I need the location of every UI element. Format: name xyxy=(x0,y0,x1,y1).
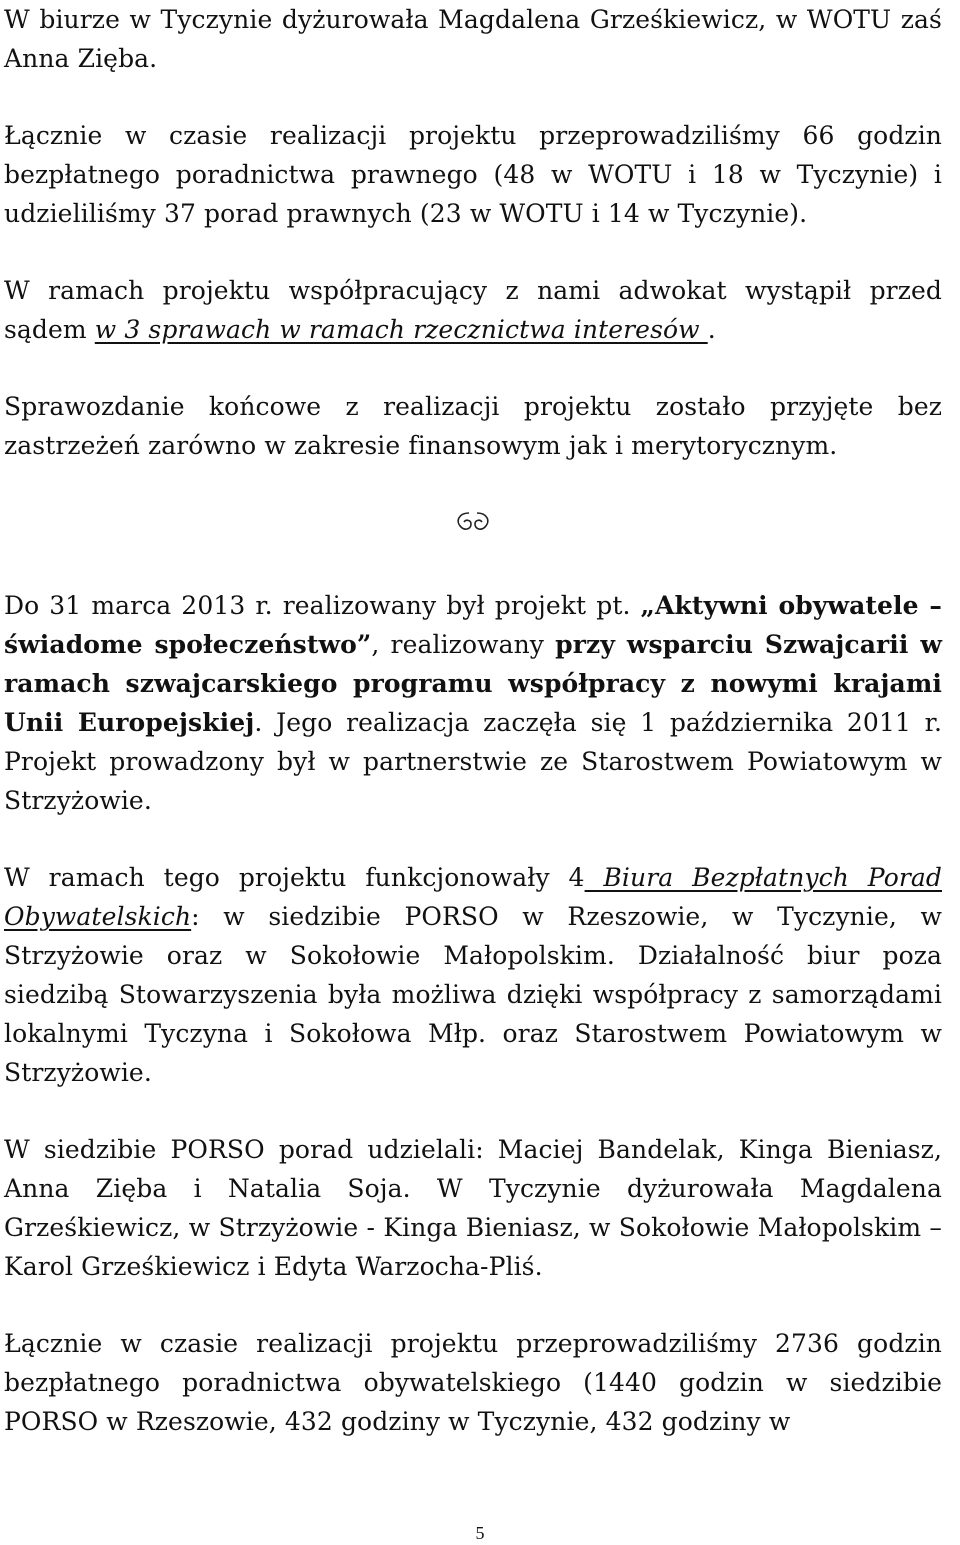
document-page xyxy=(4,0,942,1441)
section-divider-ornament-icon xyxy=(4,509,942,542)
project-funding: przy wsparciu Szwajcarii w ramach szwajcarskiego programu współpracy z nowymi krajami Unii Europejskiej xyxy=(4,630,942,737)
offices-details: : w siedzibie PORSO w Rzeszowie, w Tyczynie, w Strzyżowie oraz w Sokołowie Małopolskim. Działalność biur poza siedzibą Stowarzyszenia była możliwa dzięki współpracy z samorządami lokalnymi Tyczyna i Sokołowa Młp. oraz Starostwem Powiatowym w Strzyżowie. xyxy=(4,902,942,1087)
project-text: , realizowany xyxy=(371,630,556,659)
paragraph-final-report: Sprawozdanie końcowe z realizacji projektu zostało przyjęte bez zastrzeżeń zarówno w zakresie finansowym jak i merytorycznym. xyxy=(4,392,942,460)
advocate-text: W ramach projektu współpracujący z nami adwokat wystąpił przed sądem xyxy=(4,276,942,344)
paragraph-hours-summary: Łącznie w czasie realizacji projektu przeprowadziliśmy 2736 godzin bezpłatnego poradnictwa obywatelskiego (1440 godzin w siedzibie PORSO w Rzeszowie, 432 godziny w Tyczynie, 432 godziny w xyxy=(4,1329,942,1436)
page-number: 5 xyxy=(475,1523,485,1543)
ornament-icon xyxy=(451,509,495,535)
advocate-cases-underlined: w 3 sprawach w ramach rzecznictwa interesów xyxy=(94,315,708,344)
offices-intro: W ramach tego projektu funkcjonowały 4 xyxy=(4,863,585,892)
paragraph-legal-advice-summary: Łącznie w czasie realizacji projektu przeprowadziliśmy 66 godzin bezpłatnego poradnictwa prawnego (48 w WOTU i 18 w Tyczynie) i udzieliliśmy 37 porad prawnych (23 w WOTU i 14 w Tyczynie). xyxy=(4,121,942,228)
project-title: „Aktywni obywatele – świadome społeczeństwo” xyxy=(4,591,942,659)
paragraph-advice-offices xyxy=(4,858,942,1092)
offices-name-underlined: Biura Bezpłatnych Porad xyxy=(584,863,942,892)
paragraph-advisors: W siedzibie PORSO porad udzielali: Maciej Bandelak, Kinga Bieniasz, Anna Zięba i Natalia Soja. W Tyczynie dyżurowała Magdalena Grześkiewicz, w Strzyżowie - Kinga Bieniasz, w Sokołowie Małopolskim – Karol Grześkiewicz i Edyta Warzocha-Pliś. xyxy=(4,1135,942,1281)
offices-name-underlined-2: Obywatelskich xyxy=(4,902,192,931)
project-details: . Jego realizacja zaczęła się 1 października 2011 r. Projekt prowadzony był w partnerstwie ze Starostwem Powiatowym w Strzyżowie. xyxy=(4,708,942,815)
paragraph-active-citizens-project xyxy=(4,586,942,820)
paragraph-advocate-court xyxy=(4,271,942,349)
advocate-text-end: . xyxy=(707,315,716,344)
project-intro: Do 31 marca 2013 r. realizowany był projekt pt. xyxy=(4,591,641,620)
paragraph-duty-tyczyn: W biurze w Tyczynie dyżurowała Magdalena Grześkiewicz, w WOTU zaś Anna Zięba. xyxy=(4,5,942,73)
